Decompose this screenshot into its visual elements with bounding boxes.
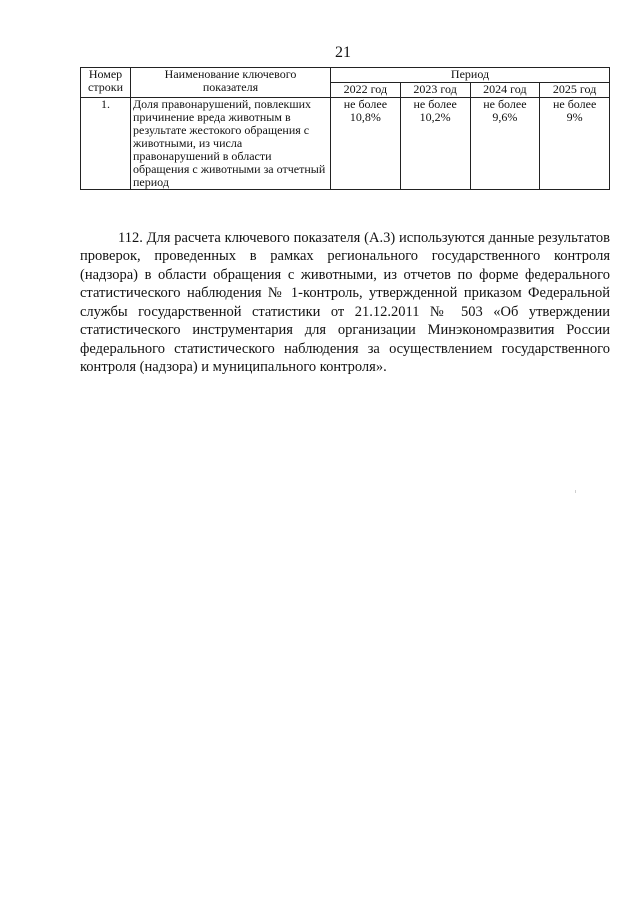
body-paragraph-112: 112. Для расчета ключевого показателя (А.3) используются данные результатов проверок, проведенных в рамках регионального государственного контроля (надзора) в области обращения с животными, из отчетов по форме федерального статистического наблюдения № 1-контроль, утвержденной приказом Федеральной службы государственной статистики от 21.12.2011 № 503 «Об утверждении статистического инструментария для организации Минэкономразвития России федерального статистического наблюдения за осуществлением государственного контроля (надзора) и муниципального контроля».	[80, 229, 610, 375]
value-cell-2025: не более 9%	[540, 98, 610, 190]
header-year-2025: 2025 год	[540, 83, 610, 98]
value-cell-2022: не более 10,8%	[331, 98, 401, 190]
header-year-2024: 2024 год	[470, 83, 540, 98]
header-year-2023: 2023 год	[400, 83, 470, 98]
table-row	[81, 98, 610, 190]
table-header-row	[81, 68, 610, 83]
header-year-2022: 2022 год	[331, 83, 401, 98]
value-cell-2024: не более 9,6%	[470, 98, 540, 190]
header-period: Период	[331, 68, 610, 83]
value-cell-2023: не более 10,2%	[400, 98, 470, 190]
page-number: 21	[335, 44, 351, 61]
header-indicator-name: Наименование ключевого показателя	[131, 68, 331, 98]
header-row-number: Номер строки	[81, 68, 131, 98]
scan-speck	[575, 490, 576, 493]
indicator-name-cell: Доля правонарушений, повлекших причинение вреда животным в результате жестокого обращения с животными, из числа правонарушений в области обращения с животными за отчетный период	[131, 98, 331, 190]
key-indicator-table	[80, 67, 610, 190]
row-number-cell: 1.	[81, 98, 131, 190]
